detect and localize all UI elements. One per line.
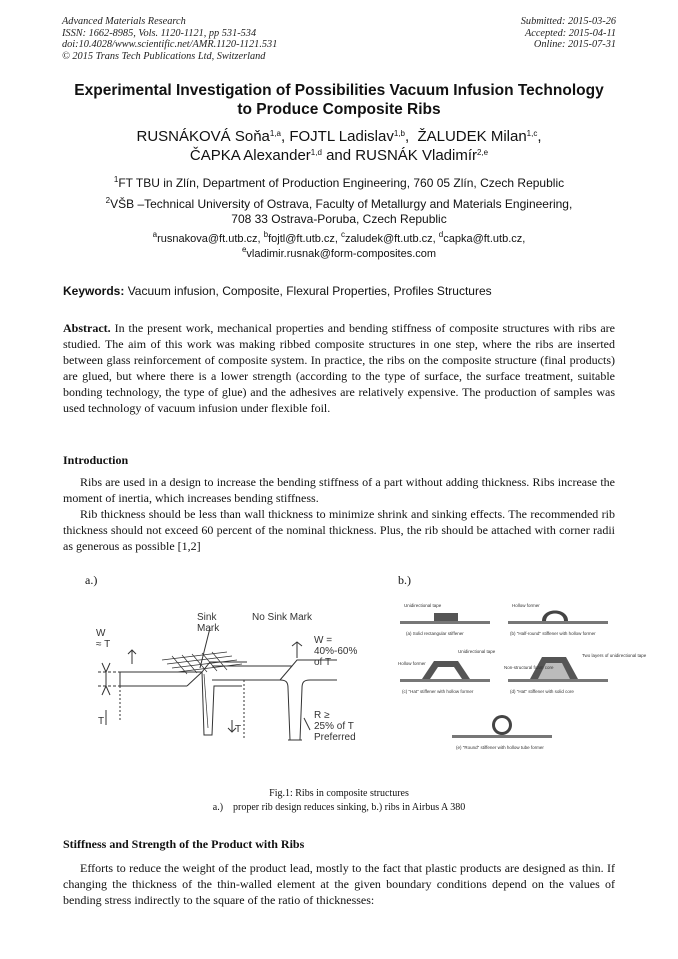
callout-text-2: Two layers of unidirectional tape [582,653,647,658]
keywords-label: Keywords: [63,284,125,298]
panel-caption: (c) "Hat" stiffener with hollow former [402,689,474,694]
abstract [63,320,615,416]
email[interactable]: vladimir.rusnak@form-composites.com [246,247,437,260]
abstract-label: Abstract. [63,321,111,335]
author-name: RUSNÁKOVÁ Soňa [136,128,270,145]
keywords-text: Vacuum infusion, Composite, Flexural Properties, Profiles Structures [124,284,492,298]
callout-text: Non-structural foam core [504,665,554,670]
author-name: FOJTL Ladislav [289,128,394,145]
journal-info [62,16,277,62]
email[interactable]: capka@ft.utb.cz, [443,233,526,245]
callout-text: Unidirectional tape [404,603,442,608]
abstract-text: In the present work, mechanical properties and bending stiffness of composite structures with ribs are studied. The aim of this work was making ribbed composite structures in one step, where the ribs are inserted between glass reinforcement of composite system. In practice, the ribs on the composite structure (final products) are glued, but where there is a lower strength (according to the type of surface, the surface treatment, suitable bonding technology, the type of glue) and the adhesives are relatively expensive. The production of samples was used technology of vacuum infusion under flexible foil. [63,321,615,415]
radius-label-3: Preferred [314,732,356,743]
no-sink-mark-label: No Sink Mark [252,612,313,623]
author-separator: , [404,128,418,145]
date-online: Online: 2015-07-31 [533,39,616,50]
email-sup: c [341,230,346,239]
author-sup: 1,c [526,129,538,138]
date-accepted: Accepted: 2015-04-11 [524,27,616,39]
author-name: RUSNÁK Vladimír [355,147,477,164]
rib-design-figure [92,600,382,780]
keywords [63,284,492,298]
half-round-stiffener [508,603,608,636]
author-sup: 1,b [393,129,405,138]
dates-info [521,16,616,51]
sink-mark-diagram [98,628,247,735]
solid-rectangular-stiffener [400,603,490,636]
author-name: ČAPKA Alexander [189,147,311,164]
author-sup: 1,a [269,129,281,138]
callout-text: Hollow former [398,661,426,666]
author-separator: and [321,147,356,164]
journal-doi: doi:10.4028/www.scientific.net/AMR.1120-1121.531 [62,39,278,50]
w-right-label-1: W = [314,635,333,646]
affiliation-2 [40,197,638,227]
email-sup: d [438,230,444,239]
email-sup: b [263,230,269,239]
date-submitted: Submitted: 2015-03-26 [520,16,616,27]
sink-mark-label-2: Mark [197,623,220,634]
figure-label-b: b.) [398,573,411,587]
figure-caption-line-2: a.) proper rib design reduces sinking, b.) ribs in Airbus A 380 [212,802,466,813]
panel-caption: (a) Solid rectangular stiffener [406,631,464,636]
affiliation-sup: 2 [105,196,111,205]
author-separator: , [537,128,542,145]
stiffener-types-figure [392,595,647,765]
t-right-label: T [235,724,242,735]
paper-title [40,81,638,119]
author-name: ŽALUDEK Milan [417,128,527,145]
author-line-2 [40,146,638,165]
title-line-2: to Produce Composite Ribs [237,101,441,118]
author-sup: 2,e [477,148,489,157]
figure-label-a: a.) [85,573,98,587]
hat-stiffener-hollow [398,649,496,694]
callout-text: Hollow former [512,603,540,608]
email[interactable]: zaludek@ft.utb.cz, [345,233,439,245]
email-list [40,232,638,261]
w-left-label-1: W [96,628,106,639]
round-stiffener [452,715,552,750]
journal-name: Advanced Materials Research [62,16,186,27]
introduction-paragraph-2: Rib thickness should be less than wall thickness to minimize shrink and sinking effects. The recommended rib thickness should not exceed 60 percent of the nominal thickness. Plus, the rib should be attached with corner radii as generous as possible [1,2] [63,507,615,553]
email-sup: e [241,244,247,254]
affiliation-text: FT TBU in Zlín, Department of Production Engineering, 760 05 Zlín, Czech Republic [118,176,565,190]
figure-caption-line-1: Fig.1: Ribs in composite structures [269,788,409,799]
introduction-heading: Introduction [63,453,129,467]
author-list [40,127,638,165]
journal-issn: ISSN: 1662-8985, Vols. 1120-1121, pp 531-534 [62,27,257,39]
stiffness-paragraph: Efforts to reduce the weight of the product lead, mostly to the fact that plastic products are designed as thin. If changing the thickness of the thin-walled element at the given boundary conditions depend on the values of bending stress indirectly to the square of the ratio of thicknesses: [63,861,615,907]
author-separator: , [281,128,290,145]
affiliation-text: VŠB –Technical University of Ostrava, Faculty of Metallurgy and Materials Engineering, [110,197,573,211]
author-line-1 [40,127,638,146]
panel-caption: (e) "Round" stiffener with hollow tube former [456,745,544,750]
t-left-label: T [98,716,105,727]
panel-caption: (d) "Hat" stiffener with solid core [510,689,574,694]
w-right-label-2: 40%-60% [314,646,358,657]
radius-label-1: R ≥ [314,710,330,721]
stiffness-heading: Stiffness and Strength of the Product with Ribs [63,837,305,851]
title-line-1: Experimental Investigation of Possibilities Vacuum Infusion Technology [74,82,604,99]
hat-stiffener-solid-core [504,653,647,694]
w-right-label-3: of T [314,657,332,668]
callout-text-2: Unidirectional tape [458,649,496,654]
sink-mark-label-1: Sink [197,612,217,623]
author-sup: 1,d [310,148,322,157]
affiliation-text: 708 33 Ostrava-Poruba, Czech Republic [231,212,447,226]
radius-label-2: 25% of T [314,721,354,732]
affiliation-1 [40,176,638,191]
w-left-label-2: ≈ T [96,639,111,650]
affiliation-sup: 1 [113,175,119,184]
email[interactable]: fojtl@ft.utb.cz, [268,233,342,245]
introduction-paragraph-1: Ribs are used in a design to increase the bending stiffness of a part without adding thickness. Ribs increase the moment of inertia, which increases bending stiffness. [63,475,615,505]
email-sup: a [152,230,158,239]
figure-caption [40,787,638,815]
email[interactable]: rusnakova@ft.utb.cz, [157,233,264,245]
journal-copyright: © 2015 Trans Tech Publications Ltd, Switzerland [62,50,266,62]
panel-caption: (b) "Half-round" stiffener with hollow former [510,631,596,636]
